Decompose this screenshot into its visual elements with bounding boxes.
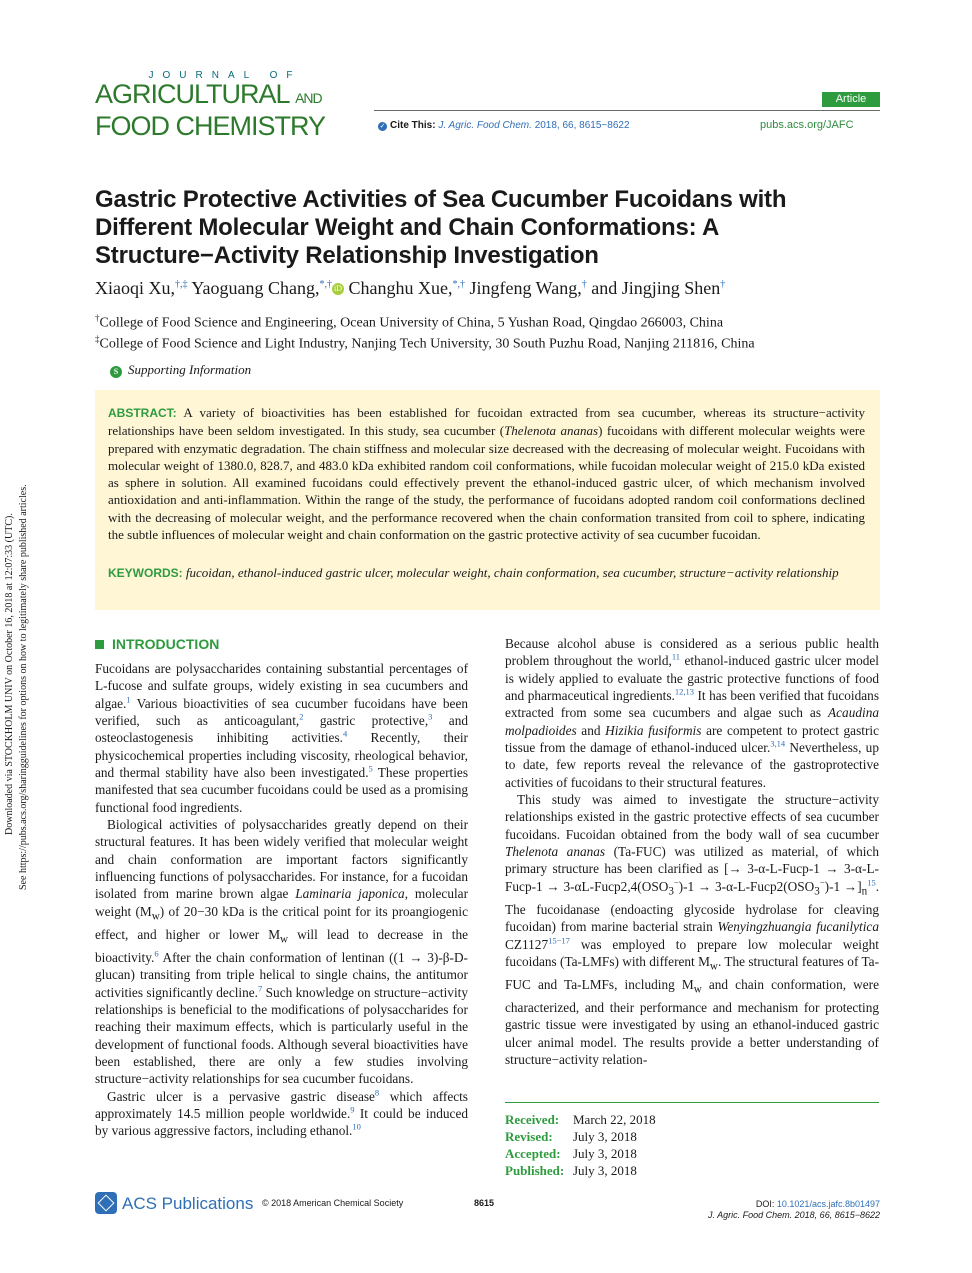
article-type-badge: Article — [822, 92, 880, 107]
ref-link[interactable]: 9 — [350, 1104, 355, 1115]
author-name[interactable]: and Jingjing Shen — [591, 278, 721, 298]
paragraph: Biological activities of polysaccharides greatly depend on their structural features. It has been widely verified that molecular weight and chain conformation are important factors significantly influencing functions of polysaccharides. For instance, for a fucoidan isolated from marine brown algae Laminaria japonica, molecular weight $(M_w)$ of 20−30 kDa is the critical point for its proangiogenic effect, and higher or lower $M_w$ will lead to decrease in the bioactivity.$^6$ After the chain conformation of lentinan ((1 → 3)-β-D-glucan) transiting from triple helical to single chains, the antitumor activities significantly decline.$^7$ Such knowledge on structure−activity relationships is beneficial to the modifications of polysaccharides for reaching their maximum effects, which is particularly useful in the development of functional foods. Although several bioactivities have been established, there are only a few studies involving structure−activity relationships for sea cucumber fucoidans. — [95, 817, 469, 1087]
dates-divider — [505, 1102, 879, 1103]
orcid-icon[interactable]: iD — [334, 284, 343, 293]
author-name[interactable]: Yaoguang Chang, — [191, 278, 320, 298]
header-divider — [374, 110, 880, 111]
body-column-right — [505, 635, 879, 1068]
ref-link[interactable]: 6 — [154, 948, 159, 959]
cite-journal[interactable]: J. Agric. Food Chem. — [438, 120, 532, 131]
cite-this[interactable]: ✓ Cite This: J. Agric. Food Chem. 2018, 66, 8615−8622 — [379, 120, 630, 131]
date-published: Published: July 3, 2018 — [505, 1163, 637, 1178]
author-list: Xiaoqi Xu,†,‡ Yaoguang Chang,*,† iD Changhu Xue,*,† Jingfeng Wang,† and Jingjing Shen† — [95, 278, 726, 298]
supporting-info-icon: S — [110, 366, 122, 378]
keywords: KEYWORDS: fucoidan, ethanol-induced gastric ulcer, molecular weight, chain conformation, sea cucumber, structure−activity relationship — [108, 565, 839, 580]
affiliation: †College of Food Science and Engineering, Ocean University of China, 5 Yushan Road, Qingdao 266003, China — [95, 313, 724, 331]
copyright-notice: © 2018 American Chemical Society — [262, 1198, 404, 1208]
section-square-icon — [95, 640, 104, 649]
cite-icon: ✓ — [379, 123, 386, 130]
paragraph: Because alcohol abuse is considered as a serious public health problem throughout the world,$^{11}$ ethanol-induced gastric ulcer model is widely applied to evaluate the gastric protective functions of food and pharmaceutical ingredients.$^{12,13}$ It has been verified that fucoidans extracted from some sea cucumbers and algae such as Acaudina molpadioides and Hizikia fusiformis are competent to protect gastric tissue from the damage of ethanol-induced ulcer.$^{3,14}$ Nevertheless, up to date, few reports reveal the relevance of the gastroprotective activities of fucoidans to their structural features. — [505, 636, 880, 790]
supporting-information-link[interactable]: S Supporting Information — [110, 362, 251, 378]
ref-link[interactable]: 3 — [428, 711, 433, 722]
article-title: Gastric Protective Activities of Sea Cucumber Fucoidans with Different Molecular Weight and Chain Conformations: A Structure−Activity Relationship Investigation — [95, 186, 787, 269]
author-name[interactable]: Changhu Xue, — [348, 278, 453, 298]
journal-name-line2: FOOD CHEMISTRY — [95, 111, 326, 141]
ref-link[interactable]: 3,14 — [770, 738, 786, 749]
section-heading-introduction: INTRODUCTION — [95, 636, 219, 652]
doi-link[interactable]: 10.1021/acs.jafc.8b01497 — [776, 1199, 880, 1209]
ref-link[interactable]: 1 — [126, 694, 131, 705]
ref-link[interactable]: 15−17 — [548, 935, 570, 946]
ref-link[interactable]: 7 — [258, 983, 263, 994]
journal-name-line1: AGRICULTURAL AND — [95, 79, 322, 109]
page-number: 8615 — [474, 1198, 495, 1208]
date-revised: Revised: July 3, 2018 — [505, 1129, 637, 1144]
paragraph: Fucoidans are polysaccharides containing substantial percentages of L-fucose and sulfate groups, widely existing in sea cucumbers and algae.$^1$ Various bioactivities of sea cucumber fucoidans have been verified, such as anticoagulant,$^2$ gastric protective,$^3$ and osteoclastogenesis inhibiting activities.$^4$ Recently, their physicochemical properties including viscosity, rheological behavior, and thermal stability have also been investigated.$^5$ These properties manifested that sea cucumber fucoidans could be used as a promising functional food ingredients. — [95, 661, 469, 815]
keywords-heading: KEYWORDS: — [108, 566, 183, 580]
journal-url-link[interactable]: pubs.acs.org/JAFC — [760, 119, 854, 131]
paragraph: This study was aimed to investigate the structure−activity relationships existed in the gastric protective effects of sea cucumber fucoidans. Fucoidan obtained from the body wall of sea cucumber Thelenota ananas (Ta-FUC) was utilized as material, of which primary structure has been clarified as [→ 3-α-L-Fucp-1 → 3-α-L-Fucp-1 → $3-\alpha L-Fucp2,4(OSO_3^-)-1$ → $3-\alpha-L-Fucp2(OSO_3^-)-1 \to]_n^{15}$. The fucoidanase (endoacting glycoside hydrolase for cleaving fucoidan) from marine bacterial strain Wenyingzhuangia fucanilytica $CZ1127^{15-17}$ was employed to prepare low molecular weight fucoidans (Ta-LMFs) with different $M_w$. The structural features of Ta-FUC and Ta-LMFs, including $M_w$ and chain conformation, were characterized, and their performance and mechanism for protecting gastric tissue were investigated by using an ethanol-induced gastric ulcer animal model. The results provide a better understanding of structure−activity relation- — [505, 792, 880, 1067]
acs-logo-icon — [95, 1192, 117, 1214]
abstract: ABSTRACT: A variety of bioactivities has been established for fucoidan extracted from sea cucumber, whereas its structure−activity relationships have been seldom investigated. In this study, sea cucumber (Thelenota ananas) fucoidans with different molecular weights were prepared with enzymatic degradation. The chain stiffness and molecular size decreased with the decreasing of molecular weight. Fucoidans with molecular weight of 1380.0, 828.7, and 483.0 kDa exhibited random coil conformations, while fucoidan molecular weight of 215.0 kDa existed as sphere in solution. All examined fucoidans could effectively prevent the ethanol-induced gastric ulcer, of which mechanism involved antioxidation and anti-inflammation. Within the range of the study, the performance of fucoidans adopted random coil conformations declined with the decreasing of molecular weight, and the performance recovered when the chain conformation transited from coil to sphere, indicating the subtle influences of molecular weight and chain conformation on the gastric protective activity of sea cucumber fucoidan. — [108, 405, 865, 543]
acs-publications-logo[interactable]: ACS Publications — [95, 1192, 253, 1214]
ref-link[interactable]: 2 — [299, 711, 304, 722]
cite-details[interactable]: 2018, 66, 8615−8622 — [534, 120, 630, 131]
paragraph: Gastric ulcer is a pervasive gastric disease$^8$ which affects approximately 14.5 million people worldwide.$^9$ It could be induced by various aggressive factors, including ethanol.$^{10}$ — [95, 1087, 468, 1139]
ref-link[interactable]: 11 — [671, 651, 681, 662]
footer-citation: J. Agric. Food Chem. 2018, 66, 8615−8622 — [707, 1210, 880, 1220]
ref-link[interactable]: 5 — [368, 763, 373, 774]
ref-link[interactable]: 15 — [867, 877, 876, 888]
ref-link[interactable]: 10 — [352, 1121, 361, 1132]
journal-logo — [95, 70, 355, 142]
ref-link[interactable]: 8 — [374, 1087, 380, 1098]
date-received: Received: March 22, 2018 — [505, 1112, 656, 1127]
abstract-heading: ABSTRACT: — [108, 406, 177, 420]
author-name[interactable]: Jingfeng Wang, — [469, 278, 582, 298]
watermark-line1: Downloaded via STOCKHOLM UNIV on October 16, 2018 at 12:07:33 (UTC). — [4, 513, 15, 835]
date-accepted: Accepted: July 3, 2018 — [505, 1146, 637, 1161]
body-column-left — [95, 660, 468, 1140]
ref-link[interactable]: 12,13 — [674, 686, 694, 697]
download-watermark — [0, 380, 42, 900]
doi: DOI: 10.1021/acs.jafc.8b01497 — [755, 1199, 880, 1209]
affiliation: ‡College of Food Science and Light Industry, Nanjing Tech University, 30 South Puzhu Road, Nanjing 211816, China — [95, 334, 755, 352]
watermark-line2: See https://pubs.acs.org/sharingguidelines for options on how to legitimately share published articles. — [18, 484, 29, 890]
journal-of-label: JOURNAL OF — [148, 70, 302, 81]
ref-link[interactable]: 4 — [342, 728, 348, 739]
author-name[interactable]: Xiaoqi Xu, — [95, 278, 175, 298]
